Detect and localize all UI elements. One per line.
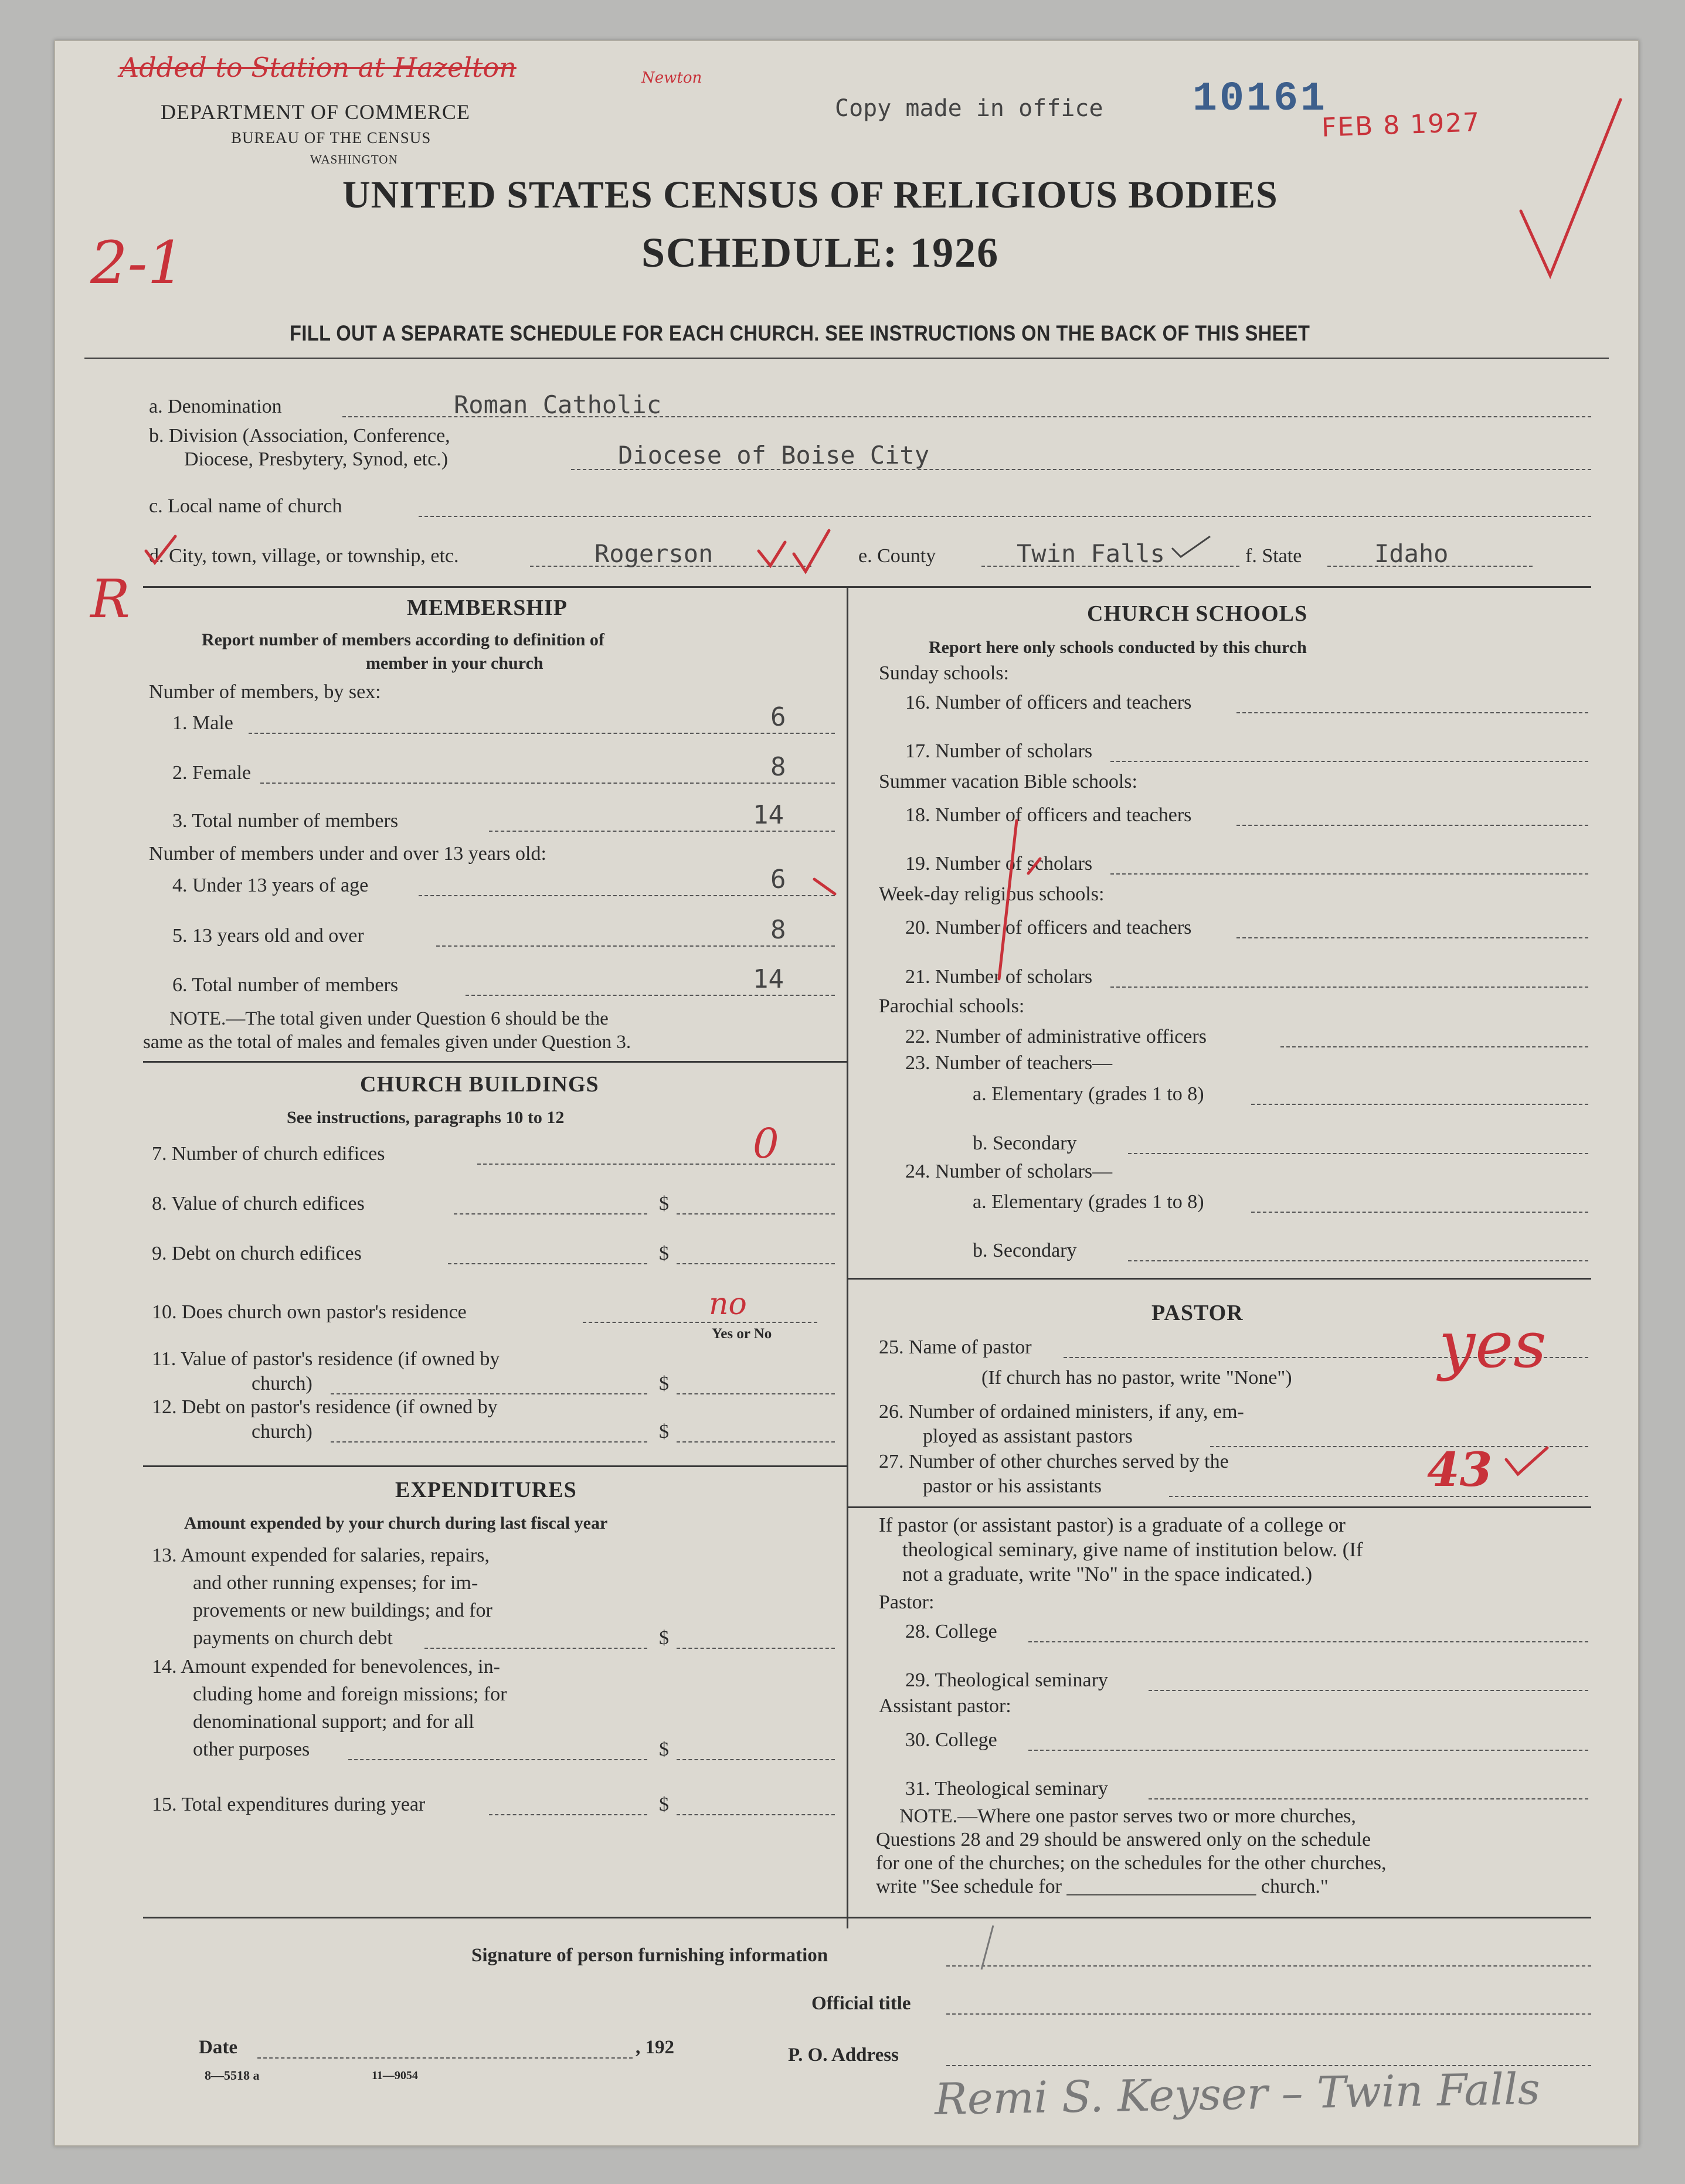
- q14-label-3: denominational support; and for all: [193, 1711, 474, 1733]
- q24a-value-field[interactable]: [1251, 1212, 1588, 1213]
- membership-title: MEMBERSHIP: [407, 596, 568, 620]
- denomination-label: a. Denomination: [149, 396, 282, 417]
- official-title-label: Official title: [811, 1993, 911, 2014]
- signature-field[interactable]: [946, 1965, 1591, 1967]
- q2-label: 2. Female: [172, 762, 252, 784]
- q14-value-field[interactable]: [677, 1759, 835, 1760]
- print-number: 11—9054: [372, 2069, 418, 2082]
- membership-note-2: same as the total of males and females given under Question 3.: [143, 1032, 631, 1053]
- column-divider: [847, 586, 848, 1928]
- q20-label: 20. Number of officers and teachers: [905, 917, 1192, 938]
- buildings-sub: See instructions, paragraphs 10 to 12: [287, 1108, 565, 1127]
- schools-title: CHURCH SCHOOLS: [1087, 601, 1308, 626]
- year-label: , 192: [636, 2037, 674, 2058]
- q6-label: 6. Total number of members: [172, 974, 399, 996]
- q17-label: 17. Number of scholars: [905, 740, 1093, 762]
- official-title-field[interactable]: [946, 2013, 1591, 2015]
- handwritten-signature: Remi S. Keyser – Twin Falls: [934, 2063, 1541, 2125]
- pastor-title: PASTOR: [1151, 1301, 1244, 1325]
- parochial-label: Parochial schools:: [879, 995, 1025, 1017]
- q5-label: 5. 13 years old and over: [172, 925, 364, 947]
- q27-label-1: 27. Number of other churches served by the: [879, 1451, 1229, 1472]
- q18-label: 18. Number of officers and teachers: [905, 804, 1192, 826]
- q29-value-field[interactable]: [1149, 1690, 1588, 1691]
- fill-instruction: FILL OUT A SEPARATE SCHEDULE FOR EACH CHURCH. SEE INSTRUCTIONS ON THE BACK OF THIS SHEET: [290, 321, 1310, 345]
- q28-label: 28. College: [905, 1621, 997, 1642]
- q13-value-field[interactable]: [677, 1648, 835, 1649]
- assistant-sublabel: Assistant pastor:: [879, 1695, 1011, 1717]
- census-schedule-sheet: [54, 40, 1639, 2146]
- q1-label: 1. Male: [172, 712, 233, 734]
- q17-value-field[interactable]: [1110, 761, 1588, 762]
- pastor-note-1: NOTE.—Where one pastor serves two or more churches,: [899, 1805, 1356, 1827]
- q2-value[interactable]: 8: [770, 752, 786, 782]
- q25-value[interactable]: yes: [1439, 1307, 1547, 1382]
- q11-label-2: church): [252, 1373, 312, 1394]
- q23b-value-field[interactable]: [1128, 1153, 1588, 1154]
- city-label: d. City, town, village, or township, etc.: [149, 545, 459, 567]
- q8-dollar: $: [659, 1193, 669, 1215]
- q24b-label: b. Secondary: [973, 1240, 1077, 1261]
- copy-number: 10161: [1193, 76, 1328, 123]
- q24b-value-field[interactable]: [1128, 1260, 1588, 1261]
- q14-label-1: 14. Amount expended for benevolences, in-: [152, 1656, 500, 1678]
- top-handwritten-note-alt: Newton: [641, 69, 702, 87]
- membership-note-1: NOTE.—The total given under Question 6 should be the: [169, 1008, 609, 1029]
- q31-value-field[interactable]: [1149, 1798, 1588, 1799]
- q13-label-1: 13. Amount expended for salaries, repairs,: [152, 1545, 490, 1566]
- q30-label: 30. College: [905, 1729, 997, 1751]
- pastor-note-3: for one of the churches; on the schedules for the other churches,: [876, 1852, 1387, 1874]
- division-value[interactable]: Diocese of Boise City: [618, 441, 930, 470]
- q9-value-field[interactable]: [677, 1263, 835, 1264]
- q10-label: 10. Does church own pastor's residence: [152, 1301, 467, 1323]
- q23-label: 23. Number of teachers—: [905, 1052, 1113, 1074]
- q15-value-field[interactable]: [677, 1814, 835, 1815]
- check-mark-icon: [1503, 1445, 1550, 1480]
- q19-value-field[interactable]: [1110, 873, 1588, 875]
- bureau-city: WASHINGTON: [310, 152, 398, 166]
- division-label-2: Diocese, Presbytery, Synod, etc.): [184, 448, 449, 470]
- q18-value-field[interactable]: [1236, 825, 1588, 826]
- division-label-1: b. Division (Association, Conference,: [149, 425, 450, 447]
- weekday-label: Week-day religious schools:: [879, 883, 1105, 905]
- q22-value-field[interactable]: [1280, 1046, 1588, 1047]
- graduate-text-1: If pastor (or assistant pastor) is a graduate of a college or: [879, 1513, 1346, 1536]
- r-mark: R: [90, 569, 130, 630]
- copy-label: Copy made in office: [835, 95, 1103, 122]
- date-field[interactable]: [257, 2057, 633, 2059]
- q23a-label: a. Elementary (grades 1 to 8): [973, 1083, 1204, 1105]
- q23a-value-field[interactable]: [1251, 1104, 1588, 1105]
- q7-value[interactable]: 0: [753, 1120, 779, 1168]
- q20-value-field[interactable]: [1236, 937, 1588, 938]
- q15-dollar: $: [659, 1794, 669, 1815]
- q27-label-2: pastor or his assistants: [923, 1475, 1102, 1497]
- sunday-label: Sunday schools:: [879, 662, 1009, 684]
- q30-value-field[interactable]: [1028, 1750, 1588, 1751]
- schools-sub: Report here only schools conducted by this church: [929, 638, 1307, 657]
- q14-dollar: $: [659, 1739, 669, 1760]
- q22-label: 22. Number of administrative officers: [905, 1026, 1207, 1047]
- date-label: Date: [199, 2037, 237, 2058]
- q3-value[interactable]: 14: [753, 800, 784, 830]
- margin-note: 2-1: [90, 229, 185, 297]
- county-value[interactable]: Twin Falls: [1017, 539, 1165, 568]
- signature-label: Signature of person furnishing information: [471, 1945, 828, 1966]
- q12-value-field[interactable]: [677, 1441, 835, 1443]
- bureau-name: BUREAU OF THE CENSUS: [231, 129, 432, 147]
- summer-label: Summer vacation Bible schools:: [879, 771, 1137, 792]
- pastor-note-2: Questions 28 and 29 should be answered only on the schedule: [876, 1829, 1371, 1850]
- footer-rule: [143, 1917, 1591, 1918]
- q10-value[interactable]: no: [709, 1287, 747, 1322]
- q3-label: 3. Total number of members: [172, 810, 399, 832]
- q13-dollar: $: [659, 1627, 669, 1649]
- check-mark-icon: [753, 528, 835, 574]
- q29-label: 29. Theological seminary: [905, 1669, 1108, 1691]
- q19-label: 19. Number of scholars: [905, 853, 1093, 875]
- q15-label: 15. Total expenditures during year: [152, 1794, 426, 1815]
- q31-label: 31. Theological seminary: [905, 1778, 1108, 1799]
- q1-value[interactable]: 6: [770, 702, 786, 732]
- graduate-text-2: theological seminary, give name of institution below. (If: [902, 1538, 1363, 1561]
- q9-label: 9. Debt on church edifices: [152, 1243, 362, 1264]
- q12-label-1: 12. Debt on pastor's residence (if owned by: [152, 1396, 498, 1418]
- q26-label-2: ployed as assistant pastors: [923, 1426, 1133, 1447]
- yes-no-hint: Yes or No: [712, 1326, 772, 1342]
- q24-label: 24. Number of scholars—: [905, 1161, 1113, 1182]
- form-subtitle: SCHEDULE: 1926: [641, 229, 1000, 276]
- q5-value[interactable]: 8: [770, 915, 786, 945]
- q24a-label: a. Elementary (grades 1 to 8): [973, 1191, 1204, 1213]
- header-rule: [84, 358, 1609, 359]
- q12-label-2: church): [252, 1421, 312, 1443]
- city-value[interactable]: Rogerson: [594, 539, 714, 568]
- q14-label-2: cluding home and foreign missions; for: [193, 1683, 507, 1705]
- q13-label-2: and other running expenses; for im-: [193, 1572, 478, 1594]
- q26-label-1: 26. Number of ordained ministers, if any, em-: [879, 1401, 1244, 1423]
- q8-label: 8. Value of church edifices: [152, 1193, 365, 1215]
- check-mark-icon: [970, 1923, 1017, 1975]
- q16-label: 16. Number of officers and teachers: [905, 692, 1192, 713]
- dept-name: DEPARTMENT OF COMMERCE: [161, 100, 470, 124]
- check-mark-icon: [811, 873, 841, 897]
- local-name-label: c. Local name of church: [149, 495, 342, 517]
- form-number: 8—5518 a: [205, 2068, 260, 2083]
- membership-sub-2: member in your church: [366, 654, 543, 673]
- membership-sub-1: Report number of members according to definition of: [202, 630, 604, 649]
- q27-value[interactable]: 43: [1427, 1442, 1493, 1497]
- q11-value-field[interactable]: [677, 1393, 835, 1394]
- q13-label-4: payments on church debt: [193, 1627, 393, 1649]
- pastor-note-4: write "See schedule for ___________________ church.": [876, 1876, 1329, 1897]
- state-label: f. State: [1245, 545, 1302, 567]
- fields-rule: [143, 586, 1591, 588]
- top-handwritten-note: Added to Station at Hazelton: [120, 52, 517, 83]
- buildings-title: CHURCH BUILDINGS: [360, 1072, 599, 1097]
- expenditures-title: EXPENDITURES: [395, 1478, 577, 1502]
- q9-dollar: $: [659, 1243, 669, 1264]
- q28-value-field[interactable]: [1028, 1641, 1588, 1642]
- po-address-label: P. O. Address: [788, 2044, 899, 2066]
- state-value[interactable]: Idaho: [1374, 539, 1449, 568]
- q11-dollar: $: [659, 1373, 669, 1394]
- q4-label: 4. Under 13 years of age: [172, 875, 369, 896]
- q16-value-field[interactable]: [1236, 712, 1588, 713]
- q6-value[interactable]: 14: [753, 964, 784, 994]
- q11-label-1: 11. Value of pastor's residence (if owned by: [152, 1348, 500, 1370]
- graduate-text-3: not a graduate, write "No" in the space indicated.): [902, 1563, 1313, 1586]
- denomination-value[interactable]: Roman Catholic: [454, 390, 662, 419]
- q25-note: (If church has no pastor, write "None"): [981, 1367, 1292, 1389]
- q23b-label: b. Secondary: [973, 1132, 1077, 1154]
- q14-label-4: other purposes: [193, 1739, 310, 1760]
- form-title: UNITED STATES CENSUS OF RELIGIOUS BODIES: [342, 174, 1278, 216]
- date-stamp: FEB 8 1927: [1321, 107, 1482, 143]
- check-mark-icon: [143, 533, 178, 569]
- q4-value[interactable]: 6: [770, 865, 786, 894]
- q12-dollar: $: [659, 1421, 669, 1443]
- q7-label: 7. Number of church edifices: [152, 1143, 385, 1165]
- q8-value-field[interactable]: [677, 1213, 835, 1215]
- strike-mark-icon: [976, 809, 1069, 985]
- q25-label: 25. Name of pastor: [879, 1336, 1032, 1358]
- pastor-sublabel: Pastor:: [879, 1591, 935, 1613]
- by-sex-label: Number of members, by sex:: [149, 681, 381, 703]
- expenditures-sub: Amount expended by your church during last fiscal year: [184, 1513, 608, 1533]
- county-label: e. County: [858, 545, 936, 567]
- check-mark-icon: [1509, 88, 1626, 287]
- q13-label-3: provements or new buildings; and for: [193, 1600, 492, 1621]
- q21-label: 21. Number of scholars: [905, 966, 1093, 988]
- by-age-label: Number of members under and over 13 years old:: [149, 843, 546, 865]
- q21-value-field[interactable]: [1110, 986, 1588, 988]
- check-mark-icon: [1169, 533, 1216, 563]
